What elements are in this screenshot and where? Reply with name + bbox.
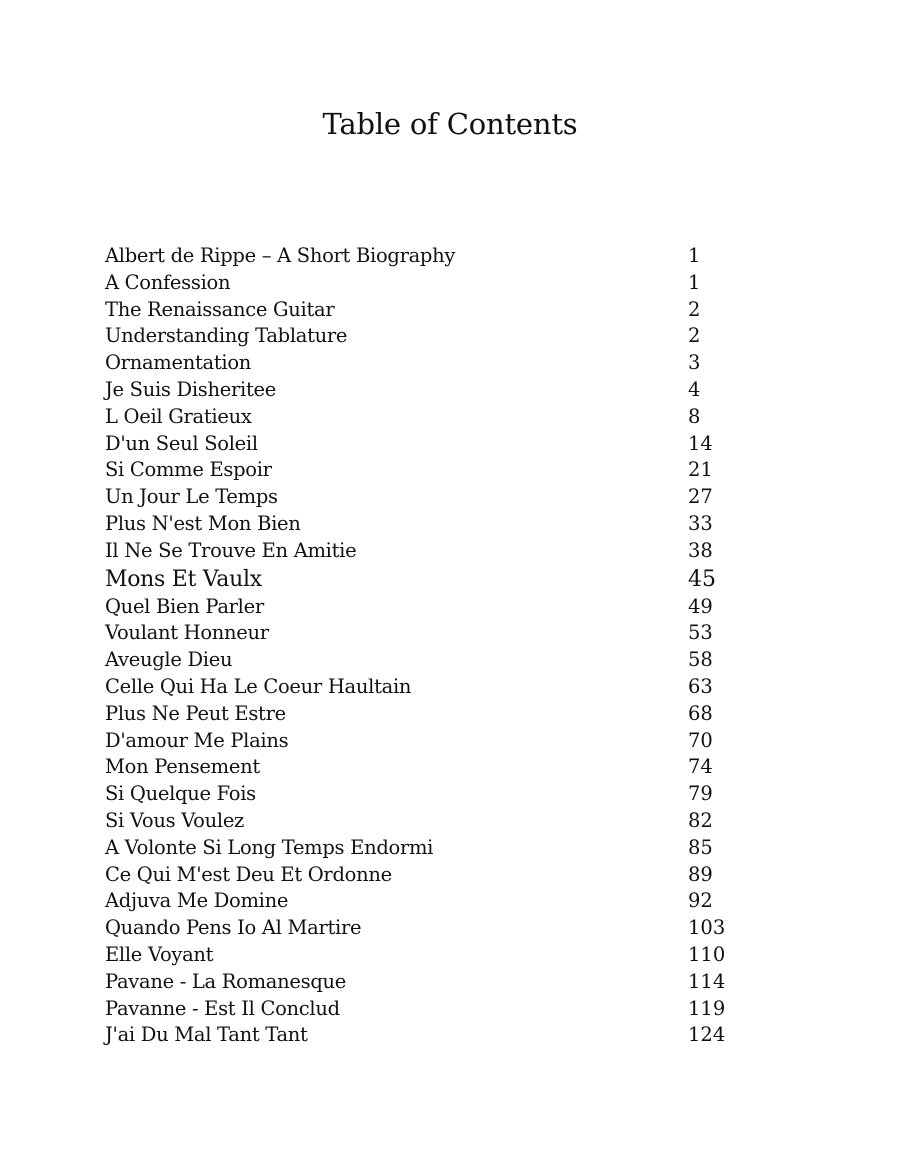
- toc-entry-title: Je Suis Disheritee: [105, 377, 276, 401]
- toc-list: [105, 243, 745, 1049]
- toc-entry-title: Mons Et Vaulx: [105, 566, 262, 592]
- toc-entry: [105, 754, 745, 781]
- toc-entry: [105, 243, 745, 270]
- toc-entry-page: 45: [688, 566, 716, 592]
- toc-entry-page: 38: [688, 538, 713, 562]
- toc-entry-title: The Renaissance Guitar: [105, 297, 335, 321]
- toc-entry-page: 4: [688, 377, 701, 401]
- toc-entry: [105, 888, 745, 915]
- toc-entry: [105, 538, 745, 565]
- toc-entry-page: 124: [688, 1023, 726, 1047]
- toc-entry-page: 74: [688, 755, 713, 779]
- toc-entry: [105, 1022, 745, 1049]
- toc-entry: [105, 862, 745, 889]
- toc-entry: [105, 620, 745, 647]
- toc-entry: [105, 323, 745, 350]
- toc-entry: [105, 350, 745, 377]
- toc-entry: [105, 996, 745, 1023]
- toc-entry-title: Pavane - La Romanesque: [105, 969, 346, 993]
- toc-entry: [105, 728, 745, 755]
- toc-entry: [105, 701, 745, 728]
- toc-entry-page: 1: [688, 270, 701, 294]
- toc-entry-title: D'amour Me Plains: [105, 728, 289, 752]
- page-title: Table of Contents: [322, 107, 578, 141]
- toc-entry-page: 79: [688, 782, 713, 806]
- toc-entry-title: Plus N'est Mon Bien: [105, 511, 301, 535]
- toc-entry-title: Celle Qui Ha Le Coeur Haultain: [105, 674, 412, 698]
- toc-entry-title: Plus Ne Peut Estre: [105, 701, 286, 725]
- toc-entry: [105, 915, 745, 942]
- toc-entry-title: Voulant Honneur: [105, 621, 269, 645]
- toc-entry-title: Ornamentation: [105, 351, 252, 375]
- toc-entry: [105, 781, 745, 808]
- toc-entry: [105, 270, 745, 297]
- toc-entry-title: Mon Pensement: [105, 755, 260, 779]
- toc-entry: [105, 511, 745, 538]
- toc-entry-title: Un Jour Le Temps: [105, 485, 278, 509]
- toc-entry: [105, 297, 745, 324]
- toc-entry: [105, 594, 745, 621]
- toc-entry-page: 89: [688, 862, 713, 886]
- toc-entry-page: 70: [688, 728, 713, 752]
- toc-entry: [105, 404, 745, 431]
- toc-entry-title: Pavanne - Est Il Conclud: [105, 996, 340, 1020]
- toc-entry-page: 110: [688, 942, 726, 966]
- toc-entry-title: Understanding Tablature: [105, 324, 348, 348]
- toc-entry-title: Elle Voyant: [105, 942, 214, 966]
- toc-entry-title: Quando Pens Io Al Martire: [105, 916, 362, 940]
- toc-entry-page: 14: [688, 431, 713, 455]
- toc-entry-page: 82: [688, 808, 713, 832]
- toc-entry-page: 49: [688, 594, 713, 618]
- toc-entry-title: L Oeil Gratieux: [105, 404, 252, 428]
- toc-entry-page: 27: [688, 485, 713, 509]
- toc-entry-page: 1: [688, 244, 701, 267]
- toc-entry-page: 63: [688, 674, 713, 698]
- toc-entry: [105, 942, 745, 969]
- toc-entry: [105, 647, 745, 674]
- toc-entry-title: D'un Seul Soleil: [105, 431, 258, 455]
- toc-entry-page: 114: [688, 969, 726, 993]
- toc-entry-title: Si Quelque Fois: [105, 782, 256, 806]
- toc-entry-page: 8: [688, 404, 701, 428]
- toc-entry-page: 2: [688, 297, 701, 321]
- toc-entry: [105, 377, 745, 404]
- toc-entry-title: Si Comme Espoir: [105, 458, 272, 482]
- toc-entry-page: 68: [688, 701, 713, 725]
- toc-entry-title: Si Vous Voulez: [105, 808, 245, 832]
- toc-entry: [105, 835, 745, 862]
- toc-entry-page: 119: [688, 996, 726, 1020]
- toc-entry-page: 103: [688, 916, 726, 940]
- toc-entry: [105, 808, 745, 835]
- toc-entry-page: 33: [688, 511, 713, 535]
- toc-entry-page: 3: [688, 351, 701, 375]
- toc-entry: [105, 431, 745, 458]
- toc-entry: [105, 674, 745, 701]
- toc-entry-page: 92: [688, 889, 713, 913]
- toc-entry-title: Adjuva Me Domine: [105, 889, 289, 913]
- toc-entry: [105, 969, 745, 996]
- toc-entry-title: Aveugle Dieu: [105, 648, 233, 672]
- toc-entry: [105, 457, 745, 484]
- toc-entry: [105, 484, 745, 511]
- toc-entry-title: Quel Bien Parler: [105, 594, 264, 618]
- toc-entry-page: 53: [688, 621, 713, 645]
- toc-entry-title: Il Ne Se Trouve En Amitie: [105, 538, 357, 562]
- toc-entry-page: 85: [688, 835, 713, 859]
- toc-entry-title: Albert de Rippe – A Short Biography: [105, 244, 456, 267]
- toc-entry-title: J'ai Du Mal Tant Tant: [105, 1023, 308, 1047]
- toc-entry-page: 21: [688, 458, 713, 482]
- toc-entry: [105, 565, 745, 594]
- toc-entry-title: A Confession: [105, 270, 231, 294]
- toc-entry-page: 2: [688, 324, 701, 348]
- toc-entry-title: Ce Qui M'est Deu Et Ordonne: [105, 862, 392, 886]
- toc-entry-title: A Volonte Si Long Temps Endormi: [105, 835, 434, 859]
- toc-entry-page: 58: [688, 648, 713, 672]
